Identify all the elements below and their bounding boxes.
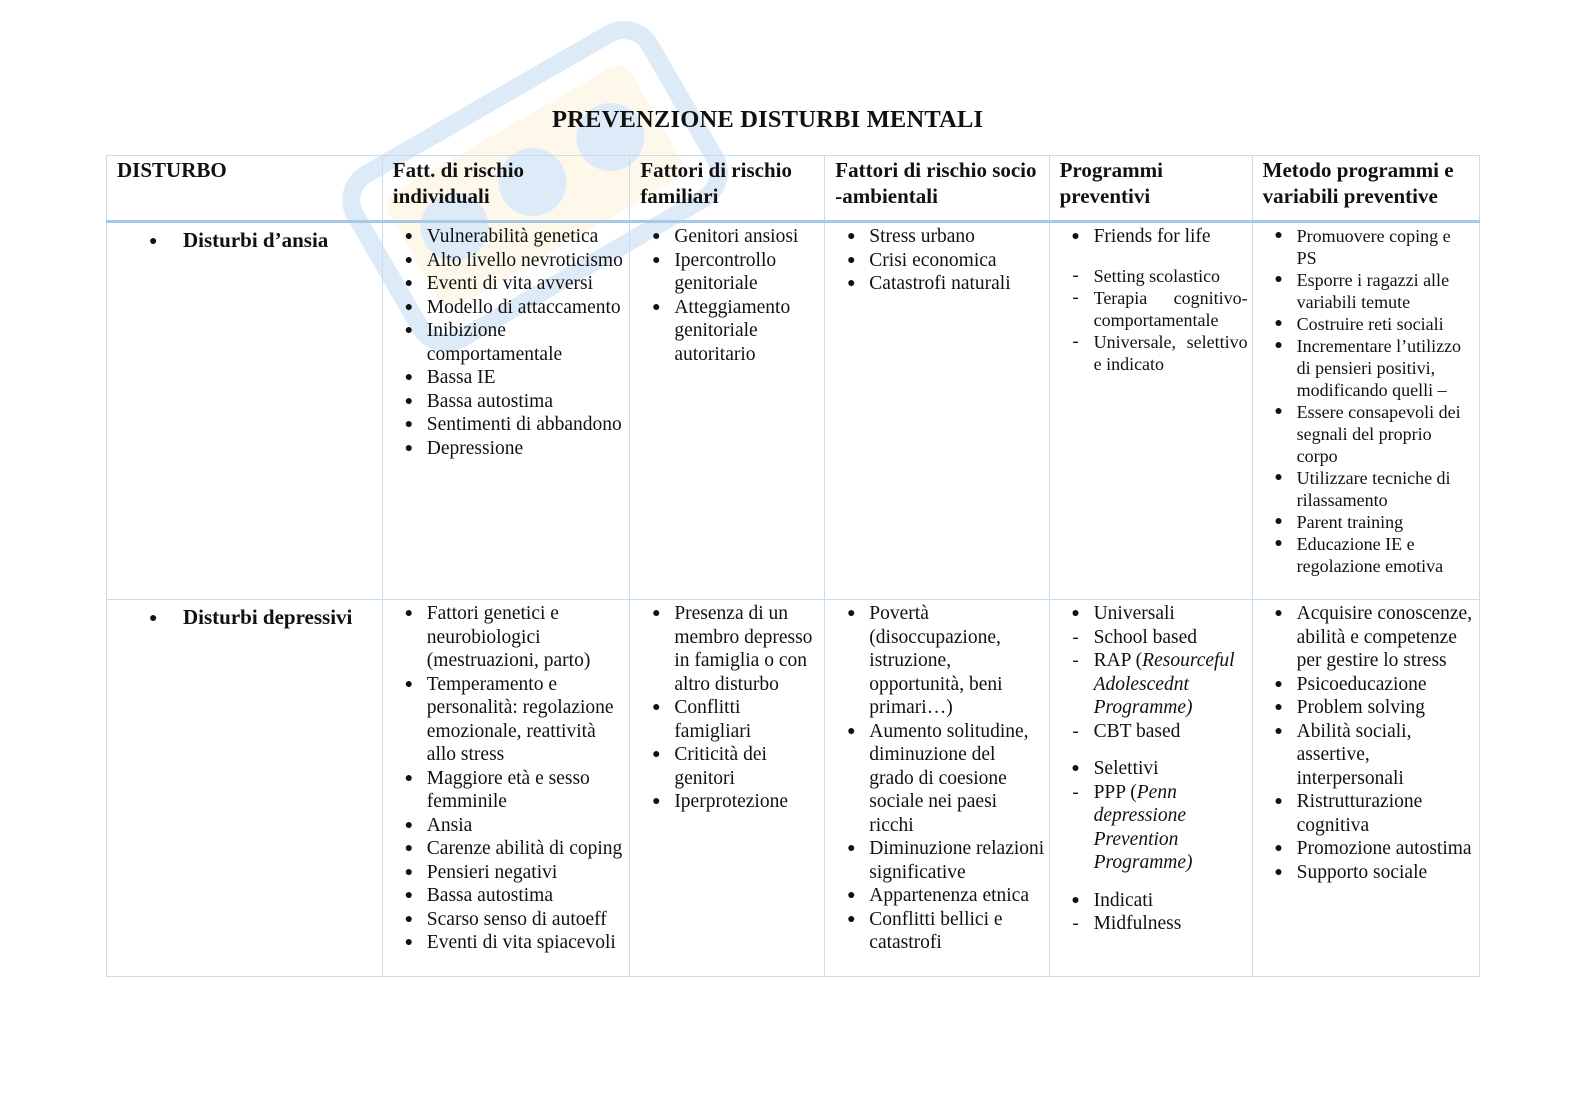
- bullet-icon: ●: [652, 747, 661, 762]
- list-item: ● Depressione: [391, 437, 626, 461]
- list-item: ● Bassa autostima: [391, 884, 626, 908]
- bullet-icon: ●: [847, 723, 856, 739]
- social-risk-cell: [825, 222, 1049, 600]
- table-header-row: [107, 156, 1480, 222]
- header-methods: Metodo programmi e variabili preventive: [1252, 156, 1479, 222]
- bullet-icon: ●: [404, 935, 414, 950]
- dash-icon: -: [1072, 264, 1079, 286]
- bullet-icon: ●: [1274, 723, 1283, 739]
- list-item: ● Bassa autostima: [391, 390, 626, 414]
- bullet-icon: ●: [1274, 272, 1283, 287]
- bullet-icon: ●: [1274, 536, 1283, 551]
- list-item: ● Vulnerabilità genetica: [391, 225, 626, 249]
- bullet-icon: ●: [1071, 761, 1080, 776]
- list-item: ● Selettivi: [1058, 757, 1248, 781]
- methods-cell: [1252, 600, 1479, 977]
- disorder-name: Disturbi d’ansia: [183, 228, 329, 252]
- list-item: ● Educazione IE e regolazione emotiva: [1261, 533, 1475, 577]
- list-item: ● Presenza di un membro depresso in famiglia o con altro disturbo: [638, 602, 820, 696]
- bullet-icon: ●: [847, 276, 856, 291]
- list-item: ● Catastrofi naturali: [833, 272, 1044, 296]
- list-item: ● Utilizzare tecniche di rilassamento: [1261, 467, 1475, 511]
- list-item: ● Sentimenti di abbandono: [391, 413, 626, 437]
- list-item: ● Acquisire conoscenze, abilità e competenze per gestire lo stress: [1261, 602, 1475, 673]
- list-item: ● Temperamento e personalità: regolazione emozionale, reattività allo stress: [391, 673, 626, 767]
- bullet-icon: ●: [652, 606, 661, 621]
- list-item: ● Promuovere coping e PS: [1261, 225, 1475, 269]
- list-item: - Midfulness: [1058, 912, 1248, 936]
- bullet-icon: ●: [1274, 864, 1283, 880]
- bullet-icon: ●: [652, 700, 661, 715]
- disorder-cell: [107, 222, 383, 600]
- list-item: ● Conflitti famigliari: [638, 696, 820, 743]
- header-individual-risk: Fatt. di rischio individuali: [382, 156, 630, 222]
- list-item: ● Povertà (disoccupazione, istruzione, opportunità, beni primari…): [833, 602, 1044, 720]
- list-item: ● Eventi di vita avversi: [391, 272, 626, 296]
- list-item: ● Supporto sociale: [1261, 861, 1475, 885]
- bullet-icon: ●: [1274, 700, 1283, 715]
- list-item: ● Psicoeducazione: [1261, 673, 1475, 697]
- bullet-icon: ●: [404, 676, 414, 692]
- prevention-table: [106, 155, 1480, 977]
- bullet-icon: ●: [404, 817, 414, 833]
- list-item: ● Universali: [1058, 602, 1248, 626]
- list-item: ● Esporre i ragazzi alle variabili temute: [1261, 269, 1475, 313]
- bullet-icon: ●: [1274, 470, 1283, 485]
- bullet-icon: ●: [652, 252, 661, 268]
- list-item: ● Diminuzione relazioni significative: [833, 837, 1044, 884]
- list-item: ● Inibizione comportamentale: [391, 319, 626, 366]
- list-item: ● Appartenenza etnica: [833, 884, 1044, 908]
- bullet-icon: ●: [1274, 228, 1283, 243]
- header-family-risk: Fattori di rischio familiari: [630, 156, 825, 222]
- list-item: ● Ristrutturazione cognitiva: [1261, 790, 1475, 837]
- list-item: ● Costruire reti sociali: [1261, 313, 1475, 335]
- bullet-icon: ●: [404, 770, 414, 786]
- list-item: ● Criticità dei genitori: [638, 743, 820, 790]
- bullet-icon: ●: [404, 229, 414, 244]
- bullet-icon: ●: [404, 888, 414, 903]
- bullet-icon: ●: [404, 276, 414, 291]
- bullet-icon: ●: [404, 841, 414, 856]
- bullet-icon: ●: [1274, 606, 1283, 621]
- family-risk-cell: [630, 600, 825, 977]
- list-item: ● Stress urbano: [833, 225, 1044, 249]
- bullet-icon: ●: [1071, 892, 1080, 908]
- list-item: ● Carenze abilità di coping: [391, 837, 626, 861]
- disorder-name: Disturbi depressivi: [183, 605, 353, 629]
- dash-icon: -: [1072, 286, 1079, 308]
- bullet-icon: ●: [404, 370, 414, 385]
- disorder-cell: [107, 600, 383, 977]
- list-item: ● Alto livello nevroticismo: [391, 249, 626, 273]
- individual-risk-cell: [382, 222, 630, 600]
- bullet-icon: ●: [149, 611, 158, 626]
- header-social-risk: Fattori di rischio socio -ambientali: [825, 156, 1049, 222]
- list-item: ● Fattori genetici e neurobiologici (mestruazioni, parto): [391, 602, 626, 673]
- dash-icon: -: [1072, 626, 1079, 648]
- list-item: ● Genitori ansiosi: [638, 225, 820, 249]
- bullet-icon: ●: [404, 911, 414, 927]
- bullet-icon: ●: [404, 606, 414, 621]
- family-risk-cell: [630, 222, 825, 600]
- list-item: ● Friends for life: [1058, 225, 1248, 249]
- dash-icon: -: [1072, 781, 1079, 803]
- list-item: ● Ansia: [391, 814, 626, 838]
- list-item: ● Iperprotezione: [638, 790, 820, 814]
- list-item: ● Conflitti bellici e catastrofi: [833, 908, 1044, 955]
- bullet-icon: ●: [847, 841, 856, 856]
- bullet-icon: ●: [149, 234, 158, 249]
- list-item: - CBT based: [1058, 720, 1248, 744]
- bullet-icon: ●: [847, 606, 856, 621]
- list-item: ● Indicati: [1058, 889, 1248, 913]
- dash-icon: -: [1072, 720, 1079, 742]
- bullet-icon: ●: [1274, 316, 1283, 331]
- bullet-icon: ●: [1274, 794, 1283, 809]
- list-item: ● Essere consapevoli dei segnali del proprio corpo: [1261, 401, 1475, 467]
- list-item: ● Maggiore età e sesso femminile: [391, 767, 626, 814]
- list-item: - Terapia cognitivo-comportamentale: [1058, 287, 1248, 331]
- list-item: - Setting scolastico: [1058, 265, 1248, 287]
- bullet-icon: ●: [1071, 229, 1080, 244]
- bullet-icon: ●: [652, 229, 661, 244]
- bullet-icon: ●: [652, 794, 661, 809]
- list-item: ● Problem solving: [1261, 696, 1475, 720]
- list-item: ● Atteggiamento genitoriale autoritario: [638, 296, 820, 367]
- social-risk-cell: [825, 600, 1049, 977]
- bullet-icon: ●: [847, 252, 856, 268]
- methods-cell: [1252, 222, 1479, 600]
- list-item: ● Promozione autostima: [1261, 837, 1475, 861]
- bullet-icon: ●: [404, 299, 414, 315]
- dash-icon: -: [1072, 913, 1079, 934]
- list-item: ● Abilità sociali, assertive, interpersonali: [1261, 720, 1475, 791]
- list-item: ● Incrementare l’utilizzo di pensieri positivi, modificando quelli –: [1261, 335, 1475, 401]
- bullet-icon: ●: [1274, 338, 1283, 353]
- bullet-icon: ●: [1274, 404, 1283, 419]
- list-item: - School based: [1058, 626, 1248, 650]
- dash-icon: -: [1072, 650, 1079, 671]
- list-item: ● Bassa IE: [391, 366, 626, 390]
- list-item: - PPP (Penn depressione Prevention Programme): [1058, 781, 1248, 875]
- bullet-icon: ●: [404, 864, 414, 880]
- list-item: ● Aumento solitudine, diminuzione del grado di coesione sociale nei paesi ricchi: [833, 720, 1044, 838]
- list-item: - Universale, selettivo e indicato: [1058, 331, 1248, 375]
- header-programs: Programmi preventivi: [1049, 156, 1252, 222]
- bullet-icon: ●: [652, 299, 661, 315]
- list-item: ● Ipercontrollo genitoriale: [638, 249, 820, 296]
- page-title: PREVENZIONE DISTURBI MENTALI: [552, 106, 984, 133]
- individual-risk-cell: [382, 600, 630, 977]
- dash-icon: -: [1072, 330, 1079, 352]
- bullet-icon: ●: [1274, 514, 1283, 529]
- bullet-icon: ●: [847, 911, 856, 927]
- bullet-icon: ●: [404, 323, 414, 338]
- bullet-icon: ●: [404, 440, 414, 456]
- list-item: ● Eventi di vita spiacevoli: [391, 931, 626, 955]
- table-row: [107, 600, 1480, 977]
- programs-cell: [1049, 222, 1252, 600]
- list-item: ● Modello di attaccamento: [391, 296, 626, 320]
- bullet-icon: ●: [1274, 841, 1283, 856]
- list-item: ● Crisi economica: [833, 249, 1044, 273]
- programs-cell: [1049, 600, 1252, 977]
- bullet-icon: ●: [847, 229, 856, 244]
- bullet-icon: ●: [1071, 606, 1080, 621]
- bullet-icon: ●: [1274, 676, 1283, 692]
- bullet-icon: ●: [847, 888, 856, 903]
- table-row: [107, 222, 1480, 600]
- list-item: ● Scarso senso di autoeff: [391, 908, 626, 932]
- bullet-icon: ●: [404, 252, 414, 268]
- list-item: ● Parent training: [1261, 511, 1475, 533]
- header-disturbo: DISTURBO: [107, 156, 383, 222]
- list-item: ● Pensieri negativi: [391, 861, 626, 885]
- bullet-icon: ●: [404, 393, 414, 409]
- list-item: - RAP (Resourceful Adolescednt Programme): [1058, 649, 1248, 720]
- bullet-icon: ●: [404, 417, 414, 432]
